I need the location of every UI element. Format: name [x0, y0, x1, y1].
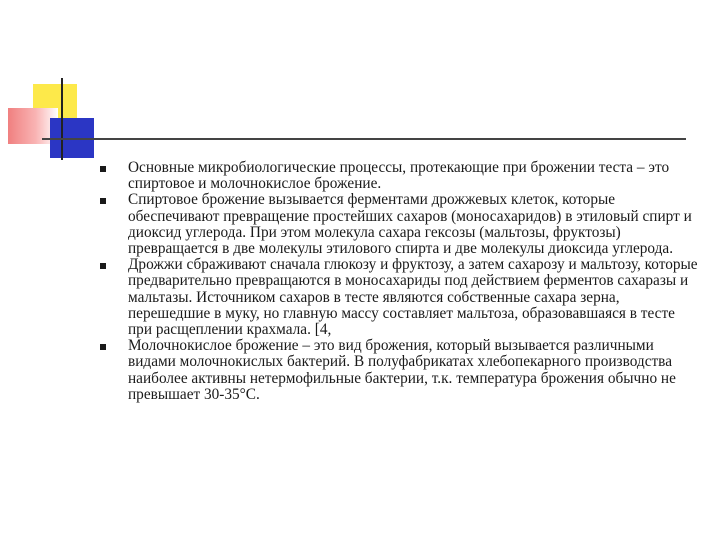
bullet-text: Молочнокислое брожение – это вид брожения, который вызывается различными видами молочнокислых бактерий. В полуфабрикатах хлебопекарного производства наиболее активны нетермофильные бактерии, т.к. температура брожения обычно не превышает 30-35°С.	[128, 337, 676, 403]
list-item	[98, 160, 698, 192]
title-divider-line	[42, 138, 686, 140]
bullet-text: Дрожжи сбраживают сначала глюкозу и фруктозу, а затем сахарозу и мальтозу, которые предварительно превращаются в моносахариды под действием ферментов сахаразы и мальтазы. Источником сахаров в тесте являются собственные сахара зерна, перешедшие в муку, но главную массу составляет мальтоза, образовавшаяся в тесте при расщеплении крахмала. [4,	[128, 256, 698, 339]
bullet-text: Основные микробиологические процессы, протекающие при брожении теста – это спиртовое и молочнокислое брожение.	[128, 159, 670, 193]
list-item	[98, 192, 698, 257]
bullet-list	[98, 160, 698, 403]
square-bullet-icon	[100, 166, 106, 172]
square-bullet-icon	[100, 263, 106, 269]
square-bullet-icon	[100, 344, 106, 350]
list-item	[98, 338, 698, 403]
list-item	[98, 257, 698, 338]
bullet-text: Спиртовое брожение вызывается ферментами дрожжевых клеток, которые обеспечивают превращение простейших сахаров (моносахаридов) в этиловый спирт и диоксид углерода. При этом молекула сахара гексозы (мальтозы, фруктозы) превращается в две молекулы этилового спирта и две молекулы диоксида углерода.	[128, 191, 692, 258]
decorative-vertical-line	[61, 78, 63, 160]
square-bullet-icon	[100, 198, 106, 204]
